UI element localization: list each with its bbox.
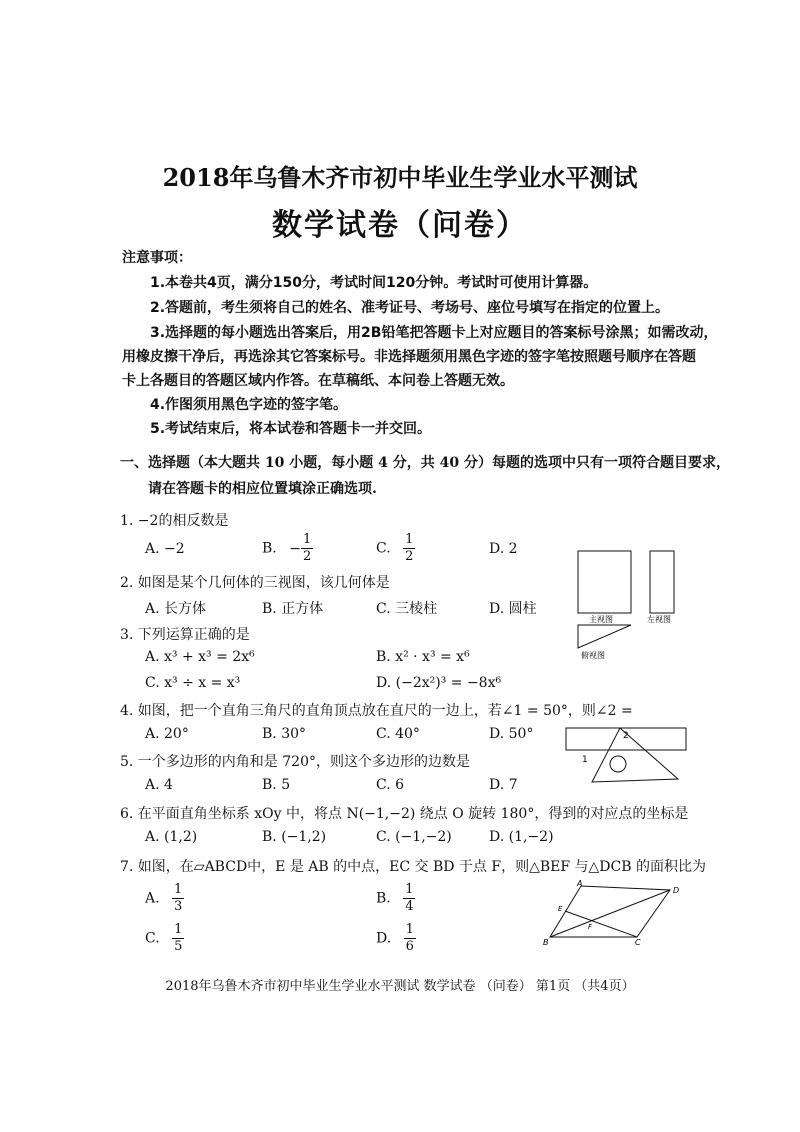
question-3-option-a: A. x³ + x³ = 2x⁶ bbox=[145, 649, 255, 665]
vertex-c-label: C bbox=[635, 938, 641, 947]
question-6-stem: 6. 在平面直角坐标系 xOy 中，将点 N(−1,−2) 绕点 O 旋转 180°，得到的对应点的坐标是 bbox=[120, 806, 689, 822]
top-view-label: 俯视图 bbox=[581, 651, 605, 660]
ruler-triangle-figure bbox=[560, 722, 690, 787]
question-7-option-b bbox=[376, 882, 415, 915]
front-view-square bbox=[578, 551, 631, 613]
parallelogram-figure bbox=[540, 880, 690, 950]
question-6-option-b: B. (−1,2) bbox=[262, 829, 327, 845]
three-view-figure bbox=[570, 545, 690, 665]
fraction bbox=[403, 882, 415, 915]
question-1-option-a: A. −2 bbox=[145, 541, 185, 557]
vertex-a-label: A bbox=[577, 879, 583, 888]
fraction bbox=[301, 532, 313, 565]
set-square-triangle bbox=[592, 728, 678, 782]
option-label: D. bbox=[376, 930, 392, 947]
numerator: 1 bbox=[174, 922, 183, 937]
question-4-option-d: D. 50° bbox=[489, 726, 534, 742]
question-3-option-b: B. x² · x³ = x⁶ bbox=[376, 649, 470, 665]
angle-2-label: 2 bbox=[623, 731, 629, 741]
option-label: A. bbox=[145, 890, 160, 907]
numerator: 1 bbox=[405, 922, 414, 937]
question-5-stem: 5. 一个多边形的内角和是 720°，则这个多边形的边数是 bbox=[120, 754, 470, 770]
question-5-option-a: A. 4 bbox=[145, 777, 173, 793]
denominator: 5 bbox=[174, 939, 183, 954]
question-4-stem: 4. 如图，把一个直角三角尺的直角顶点放在直尺的一边上，若∠1 = 50°，则∠2 = bbox=[120, 703, 633, 719]
section-instruction: 请在答题卡的相应位置填涂正确选项. bbox=[148, 481, 377, 497]
question-2-option-d: D. 圆柱 bbox=[489, 601, 537, 617]
note-item: 用橡皮擦干净后，再选涂其它答案标号。非选择题须用黑色字迹的签字笔按照题号顺序在答题 bbox=[122, 349, 696, 365]
numerator: 1 bbox=[405, 532, 414, 547]
question-1-option-c bbox=[376, 532, 415, 565]
question-4-option-b: B. 30° bbox=[262, 726, 307, 742]
angle-1-label: 1 bbox=[582, 755, 588, 765]
page-footer: 2018年乌鲁木齐市初中毕业生学业水平测试 数学试卷 （问卷） 第1页 （共4页） bbox=[165, 979, 635, 994]
option-label: B. bbox=[376, 890, 391, 907]
question-1-option-d: D. 2 bbox=[489, 541, 518, 557]
denominator: 2 bbox=[302, 549, 312, 564]
option-label: C. bbox=[376, 540, 391, 557]
note-item: 3.选择题的每小题选出答案后，用2B铅笔把答题卡上对应题目的答案标号涂黑；如需改动， bbox=[150, 325, 718, 341]
question-5-option-c: C. 6 bbox=[376, 777, 405, 793]
question-4-option-a: A. 20° bbox=[145, 726, 189, 742]
vertex-d-label: D bbox=[673, 886, 680, 895]
question-1-stem: 1. −2的相反数是 bbox=[120, 513, 229, 529]
paper-title: 数学试卷（问卷） bbox=[272, 208, 528, 243]
vertex-b-label: B bbox=[543, 938, 549, 947]
notes-heading: 注意事项： bbox=[122, 250, 192, 266]
question-6-option-c: C. (−1,−2) bbox=[376, 829, 452, 845]
note-item: 卡上各题目的答题区域内作答。在草稿纸、本问卷上答题无效。 bbox=[122, 373, 514, 389]
parallelogram-abcd bbox=[550, 886, 670, 937]
diagonal-bd bbox=[550, 890, 670, 937]
numerator: 1 bbox=[174, 882, 183, 897]
question-3-stem: 3. 下列运算正确的是 bbox=[120, 627, 250, 643]
left-view-rectangle bbox=[650, 551, 674, 613]
exam-title: 2018年乌鲁木齐市初中毕业生学业水平测试 bbox=[162, 163, 638, 192]
note-item: 5.考试结束后，将本试卷和答题卡一并交回。 bbox=[150, 421, 432, 437]
numerator: 1 bbox=[302, 532, 312, 547]
note-item: 2.答题前，考生须将自己的姓名、准考证号、考场号、座位号填写在指定的位置上。 bbox=[150, 300, 670, 316]
denominator: 4 bbox=[405, 899, 414, 914]
question-2-stem: 2. 如图是某个几何体的三视图，该几何体是 bbox=[120, 575, 390, 591]
fraction bbox=[172, 922, 184, 955]
question-5-option-b: B. 5 bbox=[262, 777, 291, 793]
question-6-option-a: A. (1,2) bbox=[145, 829, 198, 845]
question-7-stem: 7. 如图，在▱ABCD中，E 是 AB 的中点，EC 交 BD 于点 F，则△BEF 与△DCB 的面积比为 bbox=[120, 859, 706, 875]
question-7-option-d bbox=[376, 922, 416, 955]
question-3-option-c: C. x³ ÷ x = x³ bbox=[145, 675, 241, 691]
point-f-label: F bbox=[588, 923, 593, 931]
question-5-option-d: D. 7 bbox=[489, 777, 518, 793]
minus-sign: − bbox=[289, 540, 301, 557]
question-6-option-d: D. (1,−2) bbox=[489, 829, 554, 845]
denominator: 2 bbox=[405, 549, 414, 564]
question-7-option-a bbox=[145, 882, 184, 915]
note-item: 1.本卷共4页，满分150分，考试时间120分钟。考试时可使用计算器。 bbox=[150, 275, 598, 291]
option-label: B. bbox=[262, 540, 277, 557]
option-label: C. bbox=[145, 930, 160, 947]
denominator: 3 bbox=[174, 899, 183, 914]
question-2-option-c: C. 三棱柱 bbox=[376, 601, 438, 617]
note-item: 4.作图须用黑色字迹的签字笔。 bbox=[150, 397, 348, 413]
fraction bbox=[404, 922, 416, 955]
section-heading: 一、选择题（本大题共 10 小题，每小题 4 分，共 40 分）每题的选项中只有一项符合题目要求， bbox=[120, 455, 730, 471]
question-4-option-c: C. 40° bbox=[376, 726, 420, 742]
question-2-option-b: B. 正方体 bbox=[262, 601, 324, 617]
denominator: 6 bbox=[405, 939, 414, 954]
left-view-label: 左视图 bbox=[647, 615, 671, 624]
question-3-option-d: D. (−2x²)³ = −8x⁶ bbox=[376, 675, 502, 691]
front-view-label: 主视图 bbox=[589, 615, 613, 624]
question-2-option-a: A. 长方体 bbox=[145, 601, 207, 617]
segment-ec bbox=[565, 911, 637, 937]
top-view-triangle bbox=[578, 625, 631, 648]
fraction bbox=[403, 532, 415, 565]
fraction bbox=[172, 882, 184, 915]
question-7-option-c bbox=[145, 922, 184, 955]
set-square-hole bbox=[610, 756, 626, 772]
point-e-label: E bbox=[558, 905, 563, 913]
question-1-option-b bbox=[262, 532, 313, 565]
numerator: 1 bbox=[405, 882, 414, 897]
